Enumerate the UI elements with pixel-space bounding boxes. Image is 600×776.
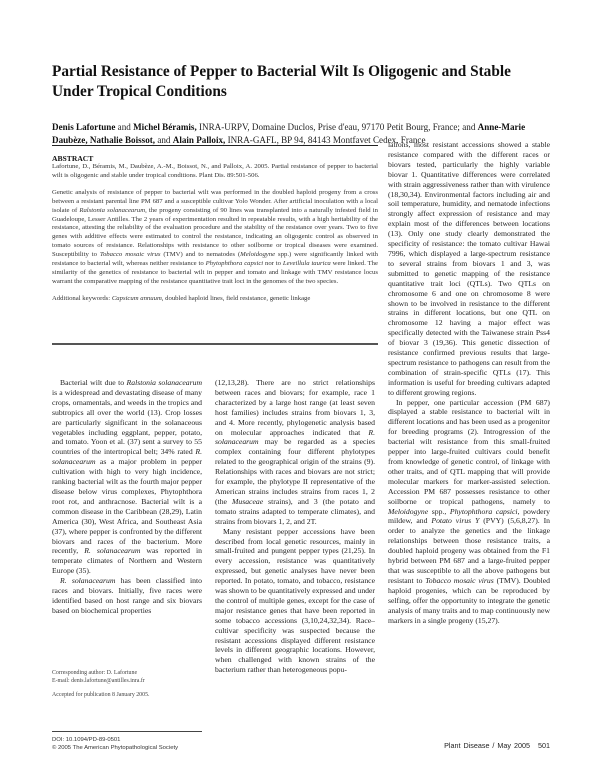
italic-term: Tobacco mosaic virus (425, 575, 494, 585)
running-footer (430, 741, 550, 750)
text-run: lations, most resistant accessions showed a stable resistance compared with the different races or biovars tested, particularly the highly variable biovar 1. Quantitative differences were correlated with strain aggressiveness rather than with virulence (18,30,34). Environmental factors including air and soil temperature, humidity, and nematode infections strongly affect expression of resistance and may explain most of the differences between locations (13). Only one study clearly demonstrated the specificity of resistance: the tomato cultivar Hawai 7996, which displayed a large-spectrum resistance to several strains from biovars 1 and 3, was submitted to genetic mapping of the resistance quantitative trait loci (QTLs). Two QTLs on chromosome 6 and one on chromosome 8 were shown to be involved in resistance to the different strains in different locations, but one QTL on chromosome 12 having a major effect was specifically detected with the Taiwanese strain Pss4 of biovar 3 (19,36). This genetic dissection of resistance confirmed previous results that large-spectrum resistance to pathogens can result from the combination of strain-specific QTLs (17). This information is useful for breeding cultivars adapted to different growing regions. (388, 140, 550, 397)
text-run: Bacterial wilt due to (60, 378, 127, 387)
author-name: Denis Lafortune (52, 122, 116, 132)
italic-term: Leveillula taurica (282, 260, 331, 268)
text-run: nor to (263, 260, 283, 268)
italic-term: Phytophthora capsici (205, 260, 264, 268)
text-run: is a widespread and devastating disease of many crops, ornamentals, and weeds in the tropics and subtropics all over the world (13). Crop losses are particularly significant in the solanaceous vegetables including eggplant, pepper, potato, and tomato. Yoon et al. (37) sent a survey to 55 countries of the intertropical belt; 34% rated (52, 387, 202, 457)
author-name: Michel Béramis, (133, 122, 197, 132)
paragraph (52, 576, 202, 616)
italic-term: R. solanacearum (84, 546, 141, 556)
author-footnote (52, 669, 212, 699)
text-run: spp., (428, 506, 450, 516)
accepted-date: Accepted for publication 8 January 2005. (52, 692, 150, 698)
corresponding-author: Corresponding author: D. Lafortune (52, 670, 138, 676)
affiliation-text: and (115, 122, 134, 132)
text-run: has been classified into races and biovars. Initially, five races were identified based on host range and six biovars based on biochemical properties (52, 576, 202, 615)
italic-term: R. solanacearum (215, 427, 375, 447)
text-run: doubled haploid lines, field resistance, genetic linkage (163, 294, 311, 302)
affiliation-text: and (155, 135, 173, 145)
body-column-3 (388, 140, 550, 625)
article-title: Partial Resistance of Pepper to Bacterial Wilt Is Oligogenic and Stable Under Tropical Conditions (52, 63, 511, 100)
text-run: , powdery mildew, and (388, 506, 550, 526)
paragraph (215, 378, 375, 527)
text-run: Genetic analysis of resistance of pepper to bacterial wilt was performed in the doubled haploid progeny from a cross between a resistant parental line PM 687 and a susceptible cultivar Yolo Wonder. After artificial inoculation with a local isolate of (52, 188, 378, 214)
italic-term: Potato virus Y (431, 516, 480, 526)
italic-term: Meloidogyne (388, 506, 429, 516)
paragraph (388, 140, 550, 398)
text-run: (TMV). Doubled haploid progenies, which can be reproduced by selfing, offer the opportunity to integrate the genetic analysis of many traits and to map continuously new markers in a single progeny (15,27). (388, 575, 550, 625)
text-run: strains), and 3 (the potato and tomato strains adapted to temperate climates), and strains from biovars 1, 2, and 2T. (215, 496, 375, 526)
abstract-citation: Lafortune, D., Béramis, M., Daubèze, A.-M., Boissot, N., and Palloix, A. 2005. Partial resistance of pepper to bacterial wilt is oligogenic and stable under tropical conditions. Plant Dis. 89:501-506. (52, 163, 378, 179)
author-name: Alain Palloix, (172, 135, 226, 145)
doi-link[interactable]: DOI: 10.1094/PD-89-0501 (52, 737, 121, 743)
italic-term: Capsicum annuum, (111, 294, 164, 302)
abstract-keywords (52, 295, 378, 304)
copyright-notice: © 2005 The American Phytopathological Society (52, 745, 179, 751)
page-number: 501 (538, 741, 550, 750)
text-run: (PVY) (5,6,8,27). In order to analyze the genetics and the linkage relationships between those resistance traits, a doubled haploid progeny was obtained from the F1 hybrid between PM 687 and a large-fruited pepper that was susceptible to all the above pathogens but resistant to (388, 516, 550, 585)
italic-term: Ralstonia solanacearum (126, 378, 202, 387)
text-run: (12,13,28). There are no strict relationships between races and biovars; for example, race 1 characterized by a large host range (at least seven host families) includes strains from biovars 1, 3, and 4. More recently, phylogenetic analysis based on molecular approaches indicated that (215, 378, 375, 437)
text-run: may be regarded as a species complex containing four different phylotypes related to the geographical origin of the strains (9). Relationships with races and biovars are not strict; for example, the phylotype II representative of the American strains includes strains from races 1, 2 (the (215, 437, 375, 506)
text-run: (TMV) and to nematodes ( (160, 251, 241, 259)
abstract-body (52, 189, 378, 287)
abstract-section (52, 154, 378, 304)
doi-block (52, 736, 222, 752)
paragraph (52, 378, 202, 576)
italic-term: Ralstonia solanacearum (79, 206, 146, 214)
text-run: as a major problem in pepper cultivation with high to very high incidence, ranking bacterial wilt as the fourth major pepper disease below virus complexes, Phytophthora root rot, and anthracnose. Bacterial wilt is a common disease in the Caribbean (28,29), Latin America (30), West Africa, and Southeast Asia (37), where pepper is confronted by the different biovars and races of the bacterium. More recently, (52, 457, 202, 556)
paragraph (215, 527, 375, 676)
affiliation-text: INRA-URPV, Domaine Duclos, Prise d'eau, 97170 Petit Bourg, France; and (196, 122, 478, 132)
italic-term: Tobacco mosaic virus (99, 251, 161, 259)
abstract-heading: ABSTRACT (52, 154, 94, 163)
italic-term: Musaceae (231, 496, 264, 506)
author-name: Anne-Marie Daubèze, Nathalie Boissot, (52, 122, 526, 145)
italic-term: Meloidogyne (240, 251, 276, 259)
body-column-2 (215, 378, 375, 675)
journal-issue: Plant Disease / May 2005 (444, 741, 530, 750)
abstract-bottom-rule (52, 343, 378, 345)
author-email[interactable]: E-mail: denis.lafortune@antilles.inra.fr (52, 678, 145, 684)
text-run: were linked. The similarity of the genetics of resistance to bacterial wilt in pepper and tomato and linkage with TMV resistance locus warrant the comparative mapping of the resistance quantitative trait loci in the genomes of the two species. (52, 260, 378, 285)
italic-term: R. solanacearum (52, 447, 202, 467)
italic-term: Phytophthora capsici (449, 506, 518, 516)
text-run: Additional keywords: (52, 294, 112, 302)
affiliation-text: INRA-GAFL, BP 94, 84143 Montfavet Cedex, France (225, 135, 426, 145)
abstract-top-rule (52, 145, 378, 146)
text-run: Many resistant pepper accessions have been described from local genetic resources, mainly in small-fruited and pungent pepper types (21,25). In every accession, resistance was quantitatively expressed, but genetic analyses have never been reported. In potato, tomato, and tobacco, resistance was shown to be quantitatively expressed and under the control of multiple genes, except for the case of major resistance genes that have been reported in some tobacco accessions (3,10,24,32,34). Race–cultivar specificity was suspected because the resistant accessions displayed different resistance levels in different geographic locations. However, when challenged with known strains of the bacterium rather than heterogeneous popu- (215, 526, 375, 675)
text-run: In pepper, one particular accession (PM 687) displayed a stable resistance to bacterial wilt in different locations and has been used as a progenitor for breeding programs (2). Introgression of the bacterial wilt resistance from this small-fruited pepper into large-fruited cultivars could benefit from knowledge of genetic control, of linkage with other traits, and of QTL mapping that will provide molecular markers for marker-assisted selection. Accession PM 687 possesses resistance to other soilborne or tropical pathogens, namely to (388, 397, 550, 506)
body-column-1 (52, 378, 202, 616)
italic-term: R. solanacearum (60, 576, 116, 586)
text-run: was reported in temperate climates of Northern and Western Europe (35). (52, 546, 202, 576)
text-run: , the progeny consisting of 90 lines was transplanted into a naturally infested field in Guadeloupe, Lesser Antilles. The 2 years of experimentation resulted in repeatable results, with a high heritability of the resistance, attesting the reliability of the evaluation procedure and the stability of the resistance over years. Two to five genes with additive effects were estimated to control the resistance, indicating an oligogenic control as observed in tomato sources of resistance. Relationships with resistance to other soilborne or tropical diseases were examined. Susceptibility to (52, 206, 378, 259)
paragraph (388, 398, 550, 626)
doi-rule (52, 731, 202, 732)
text-run: spp.) were significantly linked with resistance to bacterial wilt, whereas neither resistance to (52, 251, 378, 268)
